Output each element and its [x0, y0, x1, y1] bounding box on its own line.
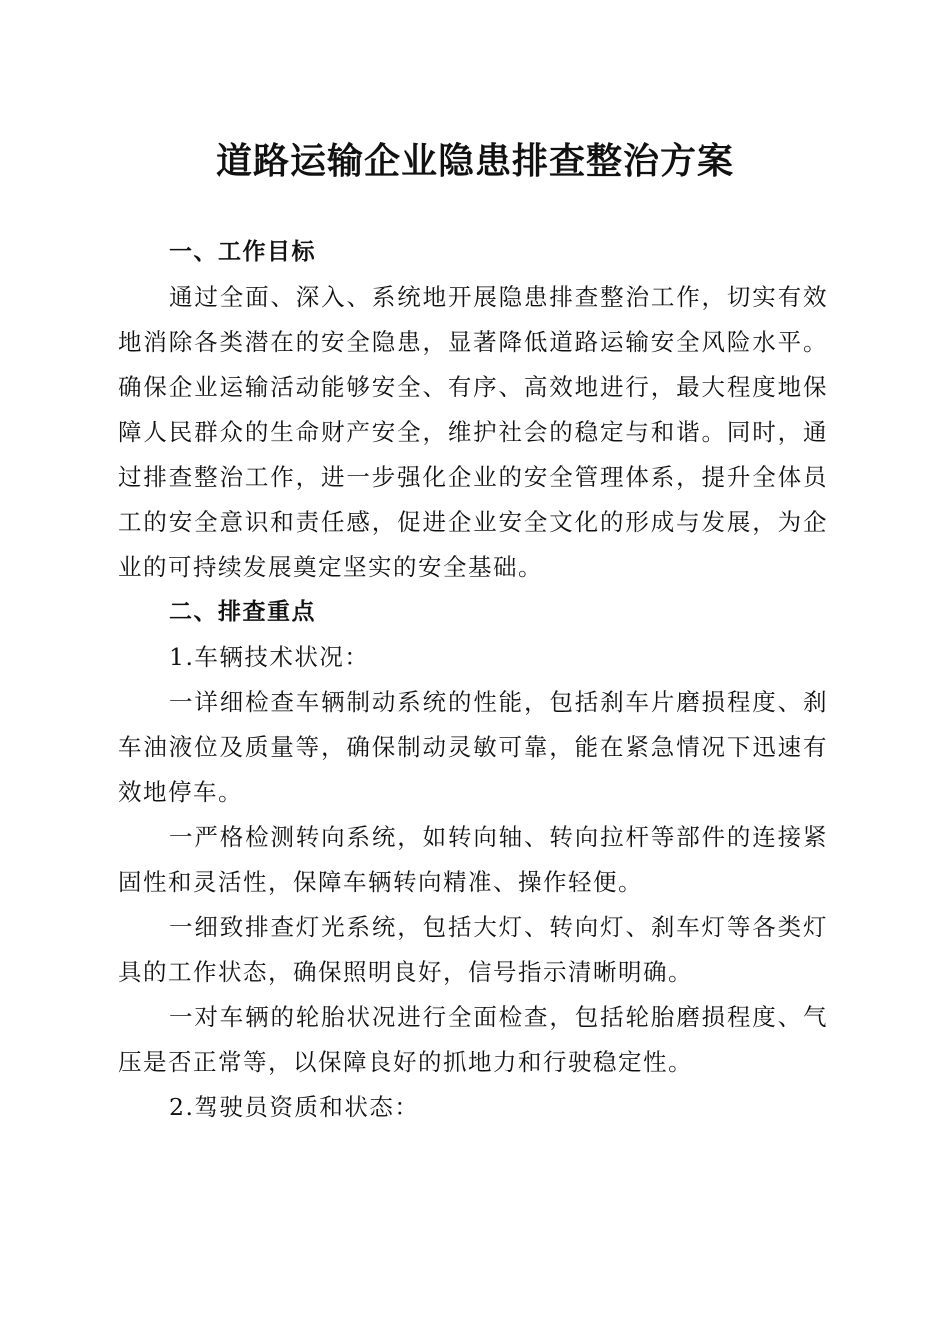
item-heading-driver-status: 2.驾驶员资质和状态： [169, 1093, 420, 1121]
vehicle-check-brakes: 一详细检查车辆制动系统的性能，包括刹车片磨损程度、刹车油液位及质量等，确保制动灵敏可靠，能在紧急情况下迅速有效地停车。 [118, 688, 828, 806]
goals-paragraph: 通过全面、深入、系统地开展隐患排查整治工作，切实有效地消除各类潜在的安全隐患，显著降低道路运输安全风险水平。确保企业运输活动能够安全、有序、高效地进行，最大程度地保障人民群众的生命财产安全，维护社会的稳定与和谐。同时，通过排查整治工作，进一步强化企业的安全管理体系，提升全体员工的安全意识和责任感，促进企业安全文化的形成与发展，为企业的可持续发展奠定坚实的安全基础。 [118, 283, 828, 581]
document-title: 道路运输企业隐患排查整治方案 [215, 140, 734, 182]
vehicle-check-tires: 一对车辆的轮胎状况进行全面检查，包括轮胎磨损程度、气压是否正常等，以保障良好的抓地力和行驶稳定性。 [118, 1003, 828, 1076]
item-heading-vehicle-condition: 1.车辆技术状况： [169, 643, 370, 671]
vehicle-check-steering: 一严格检测转向系统，如转向轴、转向拉杆等部件的连接紧固性和灵活性，保障车辆转向精准、操作轻便。 [118, 823, 828, 896]
vehicle-check-lights: 一细致排查灯光系统，包括大灯、转向灯、刹车灯等各类灯具的工作状态，确保照明良好，信号指示清晰明确。 [118, 913, 828, 986]
section-heading-goals: 一、工作目标 [169, 239, 316, 265]
section-heading-key-points: 二、排查重点 [169, 599, 316, 625]
document-body [118, 230, 828, 1130]
